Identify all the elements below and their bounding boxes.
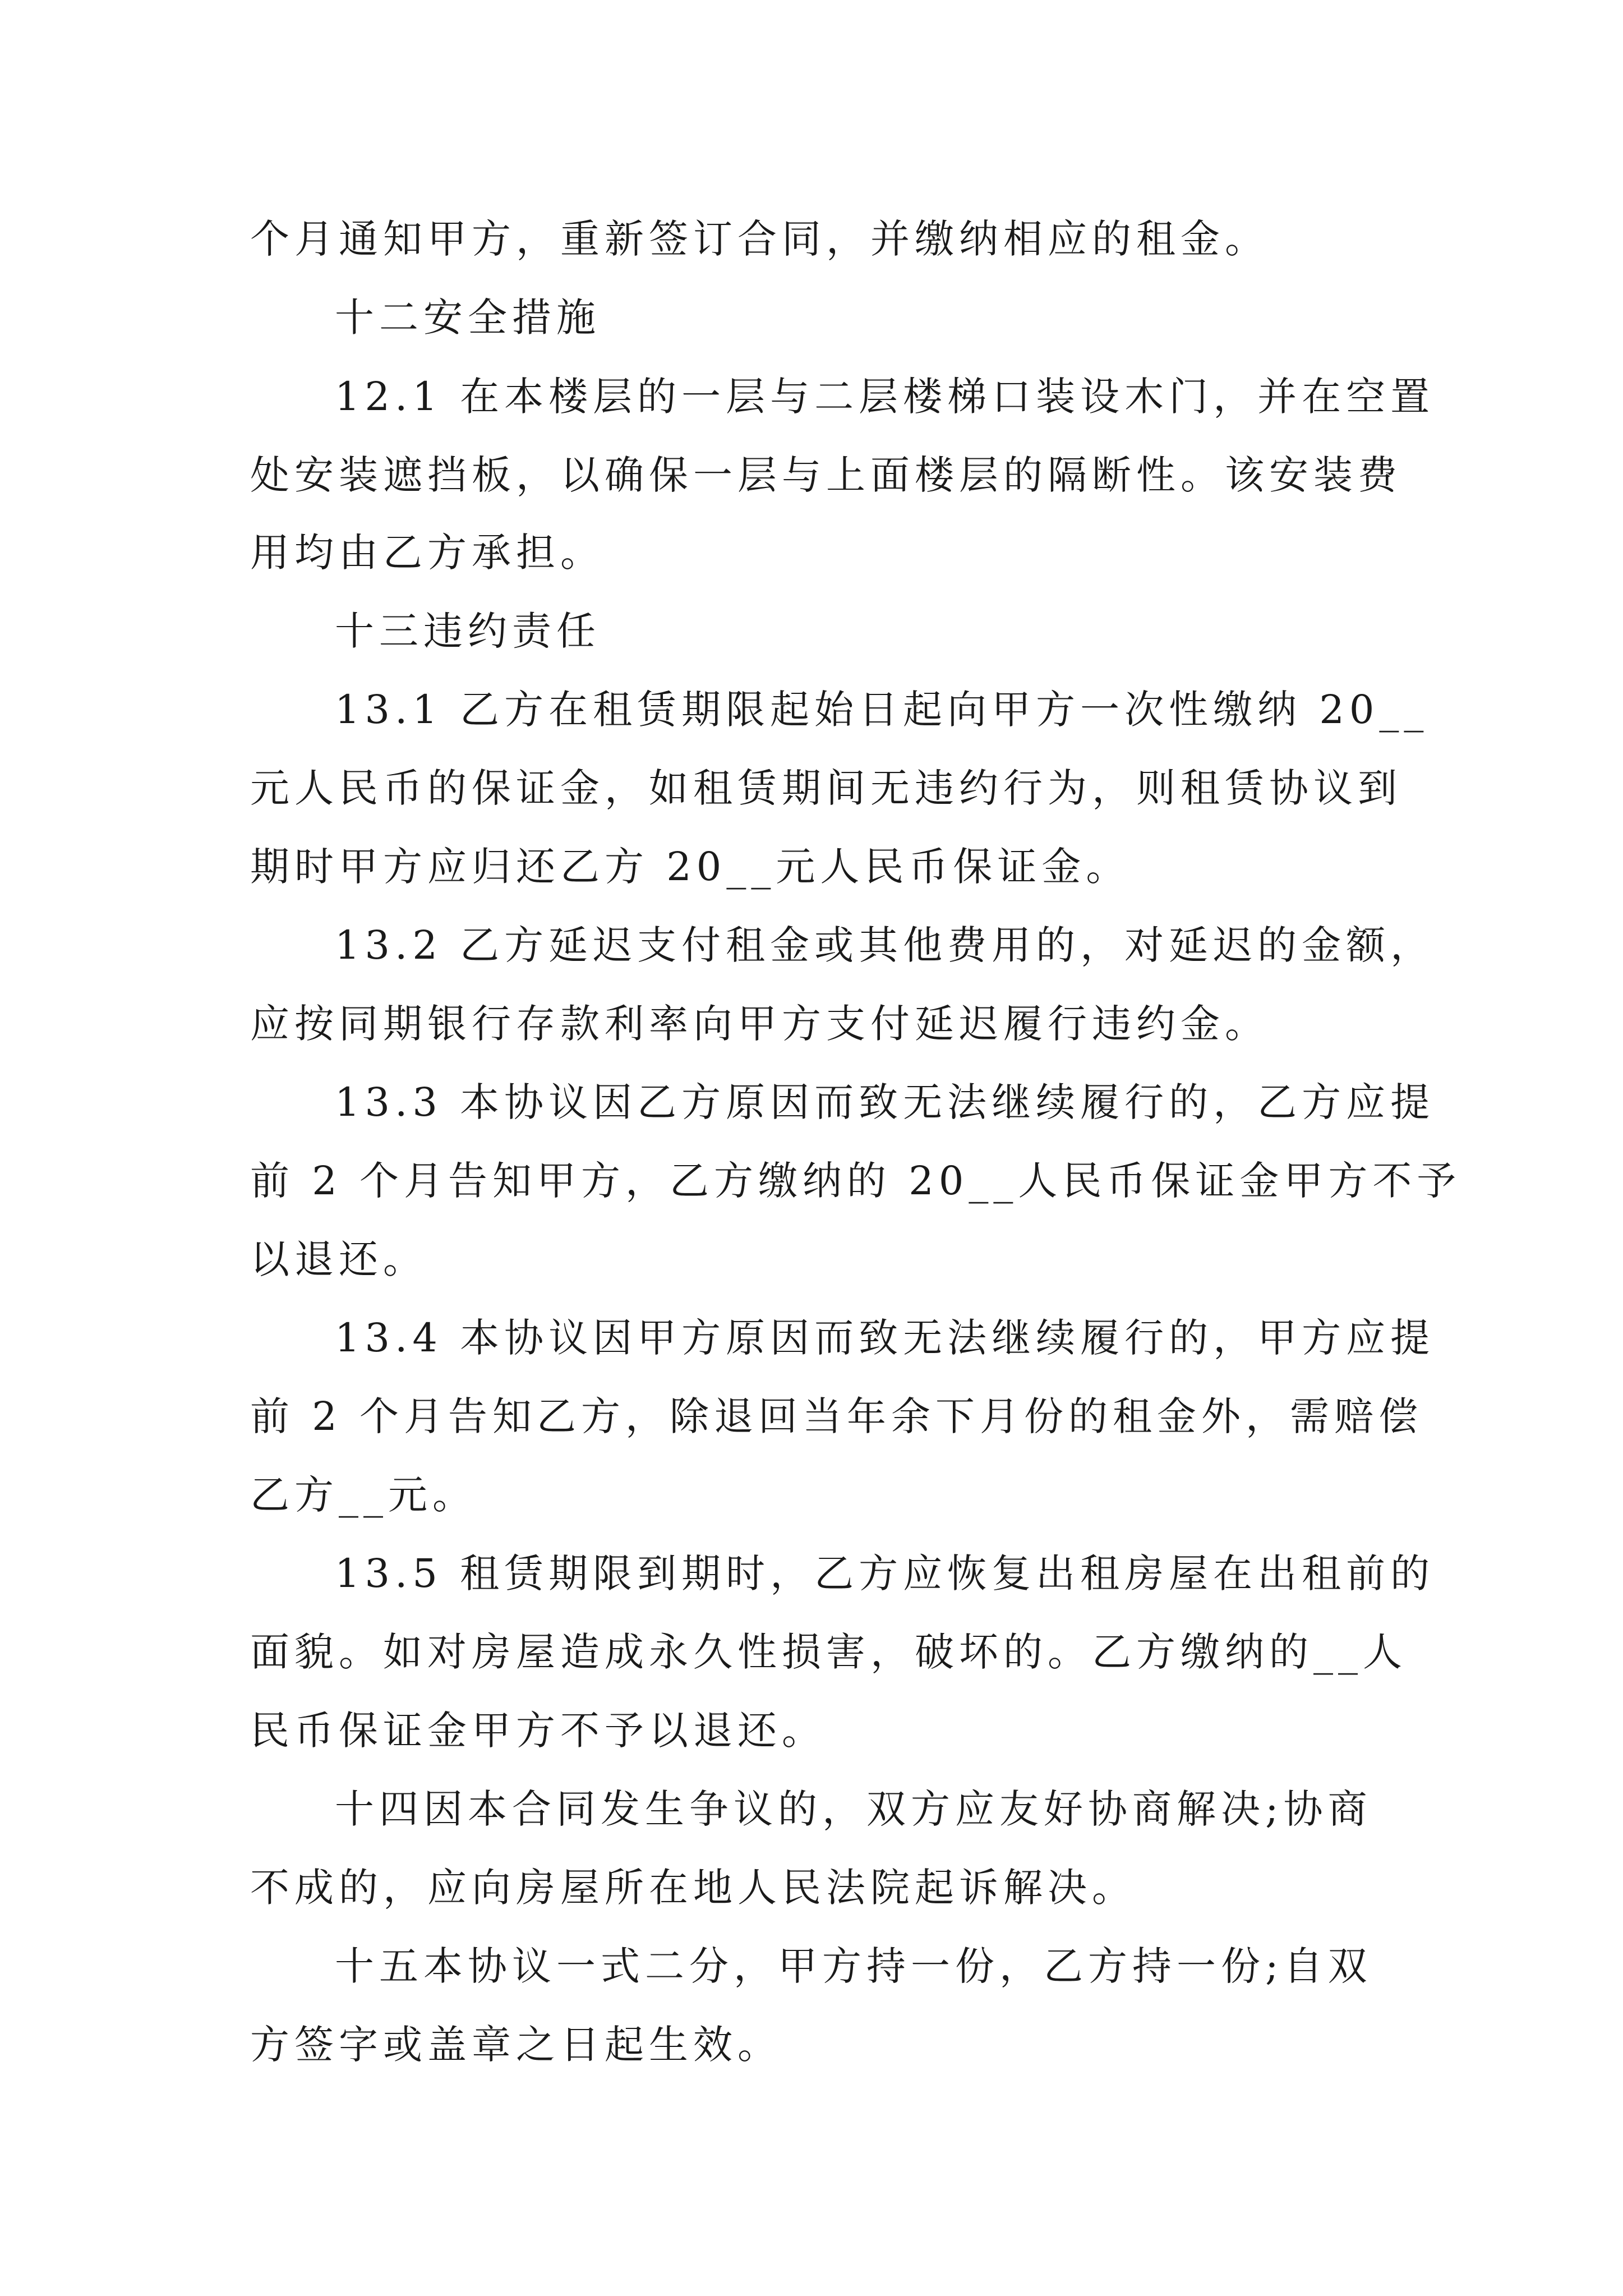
text-line: 元人民币的保证金，如租赁期间无违约行为，则租赁协议到: [250, 765, 1402, 811]
text-line: 十四因本合同发生争议的，双方应友好协商解决;协商: [335, 1786, 1372, 1832]
text-line: 应按同期银行存款利率向甲方支付延迟履行违约金。: [250, 1001, 1269, 1047]
text-line: 乙方__元。: [250, 1472, 477, 1518]
text-line: 面貌。如对房屋造成永久性损害，破坏的。乙方缴纳的__人: [250, 1629, 1407, 1675]
text-line: 以退还。: [250, 1236, 427, 1282]
text-line: 不成的，应向房屋所在地人民法院起诉解决。: [250, 1865, 1136, 1911]
text-line: 13.2 乙方延迟支付租金或其他费用的，对延迟的金额，: [335, 922, 1435, 968]
section-heading: 十二安全措施: [335, 295, 601, 341]
text-line: 13.1 乙方在租赁期限起始日起向甲方一次性缴纳 20__: [335, 687, 1429, 733]
text-line: 前 2 个月告知甲方，乙方缴纳的 20__人民币保证金甲方不予: [250, 1158, 1461, 1204]
text-line: 13.3 本协议因乙方原因而致无法继续履行的，乙方应提: [335, 1079, 1435, 1125]
text-line: 方签字或盖章之日起生效。: [250, 2022, 782, 2068]
section-heading: 十三违约责任: [335, 608, 601, 654]
text-line: 十五本协议一式二分，甲方持一份，乙方持一份;自双: [335, 1943, 1372, 1989]
text-line: 13.5 租赁期限到期时，乙方应恢复出租房屋在出租前的: [335, 1550, 1435, 1596]
text-line: 民币保证金甲方不予以退还。: [250, 1708, 826, 1754]
text-line: 用均由乙方承担。: [250, 530, 605, 576]
text-line: 12.1 在本楼层的一层与二层楼梯口装设木门，并在空置: [335, 374, 1435, 420]
text-line: 个月通知甲方，重新签订合同，并缴纳相应的租金。: [250, 216, 1269, 262]
text-line: 前 2 个月告知乙方，除退回当年余下月份的租金外，需赔偿: [250, 1393, 1423, 1439]
text-line: 处安装遮挡板，以确保一层与上面楼层的隔断性。该安装费: [250, 452, 1402, 498]
text-line: 13.4 本协议因甲方原因而致无法继续履行的，甲方应提: [335, 1315, 1435, 1361]
text-line: 期时甲方应归还乙方 20__元人民币保证金。: [250, 844, 1131, 890]
